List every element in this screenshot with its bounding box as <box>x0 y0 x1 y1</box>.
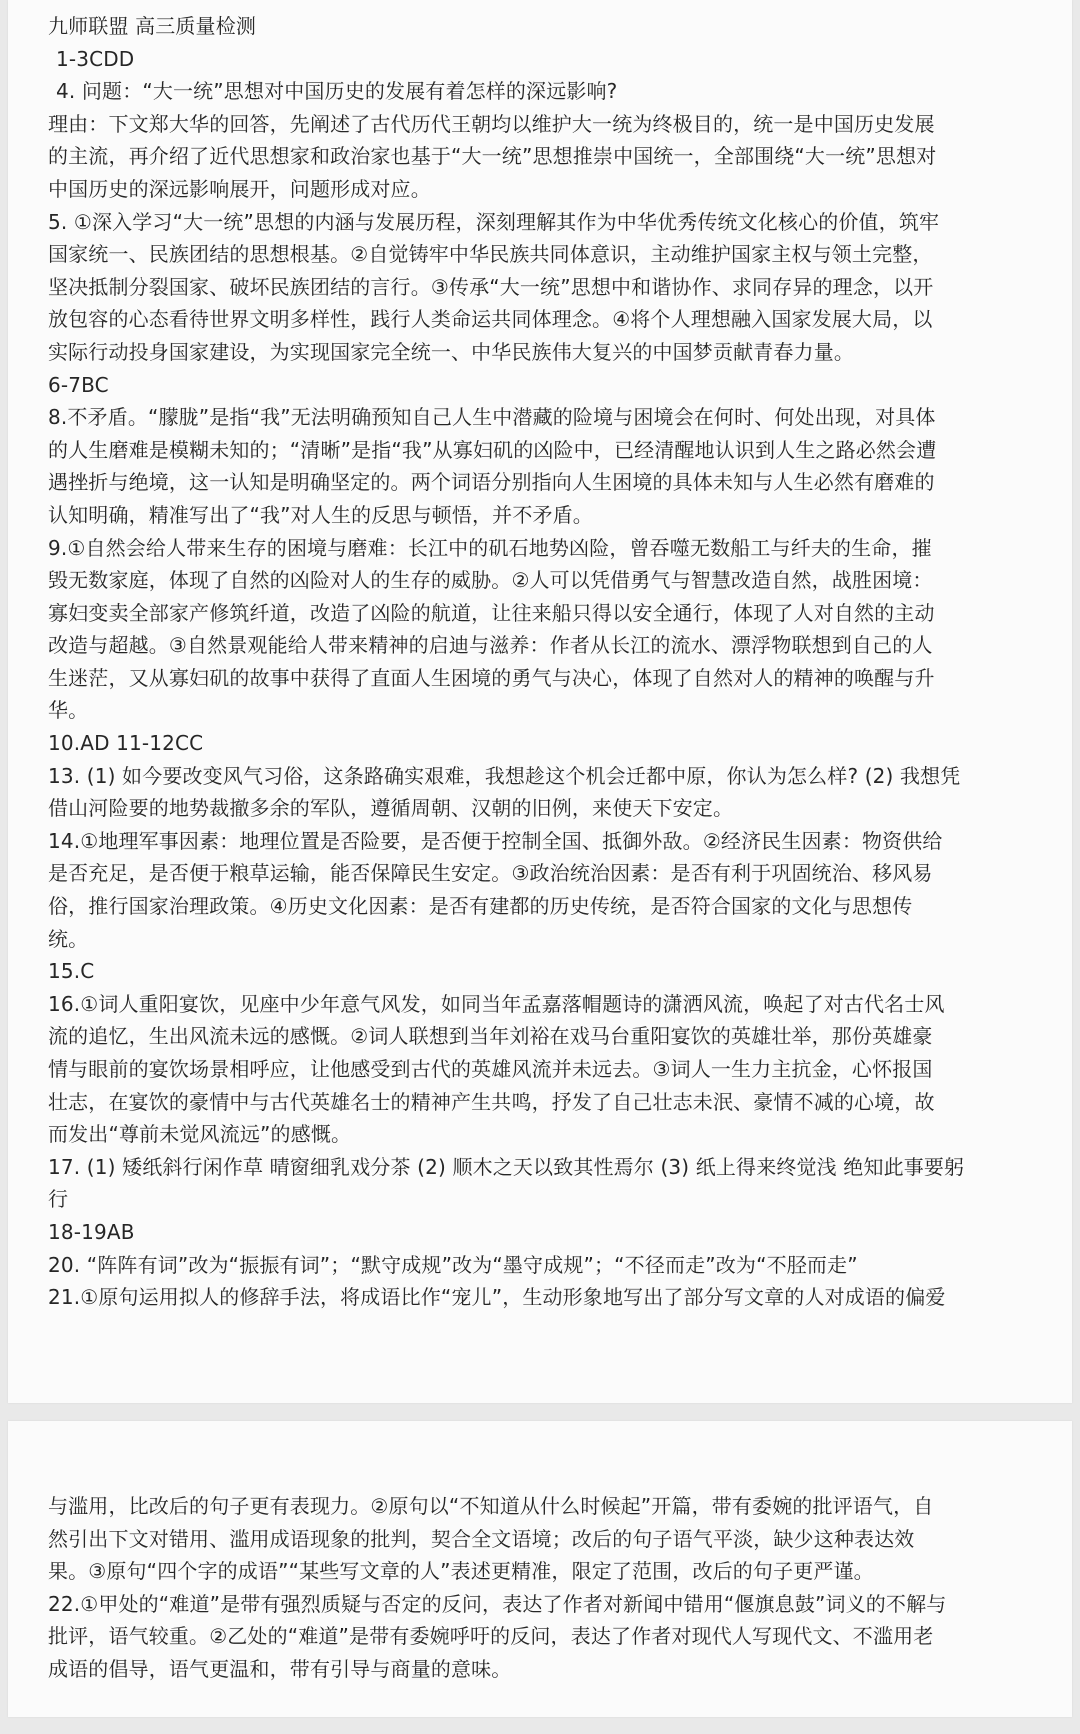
page2-text <box>48 1490 1048 1686</box>
text-line: 理由：下文郑大华的回答，先阐述了古代历代王朝均以维护大一统为终极目的，统一是中国历史发展 <box>48 111 935 136</box>
answer-21: 21.①原句运用拟人的修辞手法，将成语比作“宠儿”，生动形象地写出了部分写文章的人对成语的偏爱 <box>48 1285 946 1310</box>
answer-14: 14.①地理军事因素：地理位置是否险要，是否便于控制全国、抵御外敌。②经济民生因素：物资供给 <box>48 828 943 853</box>
answer-17: 17. (1) 矮纸斜行闲作草 晴窗细乳戏分茶 (2) 顺木之天以致其性焉尔 (3) 纸上得来终觉浅 绝知此事要躬 <box>48 1154 965 1179</box>
text-line: 坚决抵制分裂国家、破坏民族团结的言行。③传承“大一统”思想中和谐协作、求同存异的理念，以开 <box>48 274 934 299</box>
text-line: 批评，语气较重。②乙处的“难道”是带有委婉呼吁的反问，表达了作者对现代人写现代文、不滥用老 <box>48 1624 934 1649</box>
answer-20: 20. “阵阵有词”改为“振振有词”；“默守成规”改为“墨守成规”；“不径而走”改为“不胫而走” <box>48 1252 858 1277</box>
text-line: 中国历史的深远影响展开，问题形成对应。 <box>48 176 431 201</box>
answer-22: 22.①甲处的“难道”是带有强烈质疑与否定的反问，表达了作者对新闻中错用“偃旗息鼓”词义的不解与 <box>48 1591 947 1616</box>
text-line: 生迷茫，又从寡妇矶的故事中获得了直面人生困境的勇气与决心，体现了自然对人的精神的唤醒与升 <box>48 665 935 690</box>
text-line: 俗，推行国家治理政策。④历史文化因素：是否有建都的历史传统，是否符合国家的文化与思想传 <box>48 894 913 919</box>
text-line: 果。③原句“四个字的成语”“某些写文章的人”表述更精准，限定了范围，改后的句子更严谨。 <box>48 1559 874 1584</box>
answer-9: 9.①自然会给人带来生存的困境与磨难：长江中的矶石地势凶险，曾吞噬无数船工与纤夫的生命，摧 <box>48 535 932 560</box>
text-line: 实际行动投身国家建设，为实现国家完全统一、中华民族伟大复兴的中国梦贡献青春力量。 <box>48 339 854 364</box>
answer-18-19: 18-19AB <box>48 1219 135 1244</box>
answer-13: 13. (1) 如今要改变风气习俗，这条路确实艰难，我想趁这个机会迁都中原，你认为怎么样? (2) 我想凭 <box>48 763 961 788</box>
answer-15: 15.C <box>48 959 95 984</box>
text-line: 而发出“尊前未觉风流远”的感慨。 <box>48 1122 352 1147</box>
answer-6-7: 6-7BC <box>48 372 109 397</box>
text-line: 毁无数家庭，体现了自然的凶险对人的生存的威胁。②人可以凭借勇气与智慧改造自然，战胜困境： <box>48 568 933 593</box>
text-line: 壮志，在宴饮的豪情中与古代英雄名士的精神产生共鸣，抒发了自己壮志未泯、豪情不减的心境，故 <box>48 1089 935 1114</box>
text-line: 是否充足，是否便于粮草运输，能否保障民生安定。③政治统治因素：是否有利于巩固统治、移风易 <box>48 861 933 886</box>
answer-1-3: 1-3CDD <box>56 46 135 71</box>
text-line: 国家统一、民族团结的思想根基。②自觉铸牢中华民族共同体意识，主动维护国家主权与领土完整， <box>48 242 933 267</box>
page1-text <box>48 10 1048 1314</box>
text-line: 借山河险要的地势裁撤多余的军队，遵循周朝、汉朝的旧例，来使天下安定。 <box>48 796 734 821</box>
text-line: 统。 <box>48 926 89 951</box>
answer-page-1 <box>8 0 1072 1403</box>
text-line: 遇挫折与绝境，这一认知是明确坚定的。两个词语分别指向人生困境的具体未知与人生必然有磨难的 <box>48 470 935 495</box>
text-line: 然引出下文对错用、滥用成语现象的批判，契合全文语境；改后的句子语气平淡，缺少这种表达效 <box>48 1526 915 1551</box>
text-line: 的人生磨难是模糊未知的；“清晰”是指“我”从寡妇矶的凶险中，已经清醒地认识到人生之路必然会遭 <box>48 437 937 462</box>
answer-page-2 <box>8 1421 1072 1717</box>
text-line: 放包容的心态看待世界文明多样性，践行人类命运共同体理念。④将个人理想融入国家发展大局，以 <box>48 307 933 332</box>
text-line: 寡妇变卖全部家产修筑纤道，改造了凶险的航道，让往来船只得以安全通行，体现了人对自然的主动 <box>48 600 935 625</box>
text-line: 改造与超越。③自然景观能给人带来精神的启迪与滋养：作者从长江的流水、漂浮物联想到自己的人 <box>48 633 933 658</box>
answer-4-question: 4. 问题：“大一统”思想对中国历史的发展有着怎样的深远影响? <box>56 79 618 104</box>
text-line: 成语的倡导，语气更温和，带有引导与商量的意味。 <box>48 1656 512 1681</box>
text-line: 华。 <box>48 698 89 723</box>
answer-5: 5. ①深入学习“大一统”思想的内涵与发展历程，深刻理解其作为中华优秀传统文化核心的价值，筑牢 <box>48 209 940 234</box>
text-line: 认知明确，精准写出了“我”对人生的反思与顿悟，并不矛盾。 <box>48 502 593 527</box>
text-line: 与滥用，比改后的句子更有表现力。②原句以“不知道从什么时候起”开篇，带有委婉的批评语气，自 <box>48 1494 934 1518</box>
text-line: 流的追忆，生出风流未远的感慨。②词人联想到当年刘裕在戏马台重阳宴饮的英雄壮举，那份英雄豪 <box>48 1024 933 1049</box>
text-line: 情与眼前的宴饮场景相呼应，让他感受到古代的英雄风流并未远去。③词人一生力主抗金，心怀报国 <box>48 1057 933 1081</box>
answer-10-12: 10.AD 11-12CC <box>48 731 204 756</box>
answer-8: 8.不矛盾。“朦胧”是指“我”无法明确预知自己人生中潜藏的险境与困境会在何时、何处出现，对具体 <box>48 405 936 430</box>
answer-16: 16.①词人重阳宴饮，见座中少年意气风发，如同当年孟嘉落帽题诗的潇洒风流，唤起了对古代名士风 <box>48 991 945 1016</box>
text-line: 行 <box>48 1187 69 1212</box>
header-title: 九师联盟 高三质量检测 <box>48 14 257 38</box>
text-line: 的主流，再介绍了近代思想家和政治家也基于“大一统”思想推崇中国统一，全部围绕“大一统”思想对 <box>48 144 937 169</box>
